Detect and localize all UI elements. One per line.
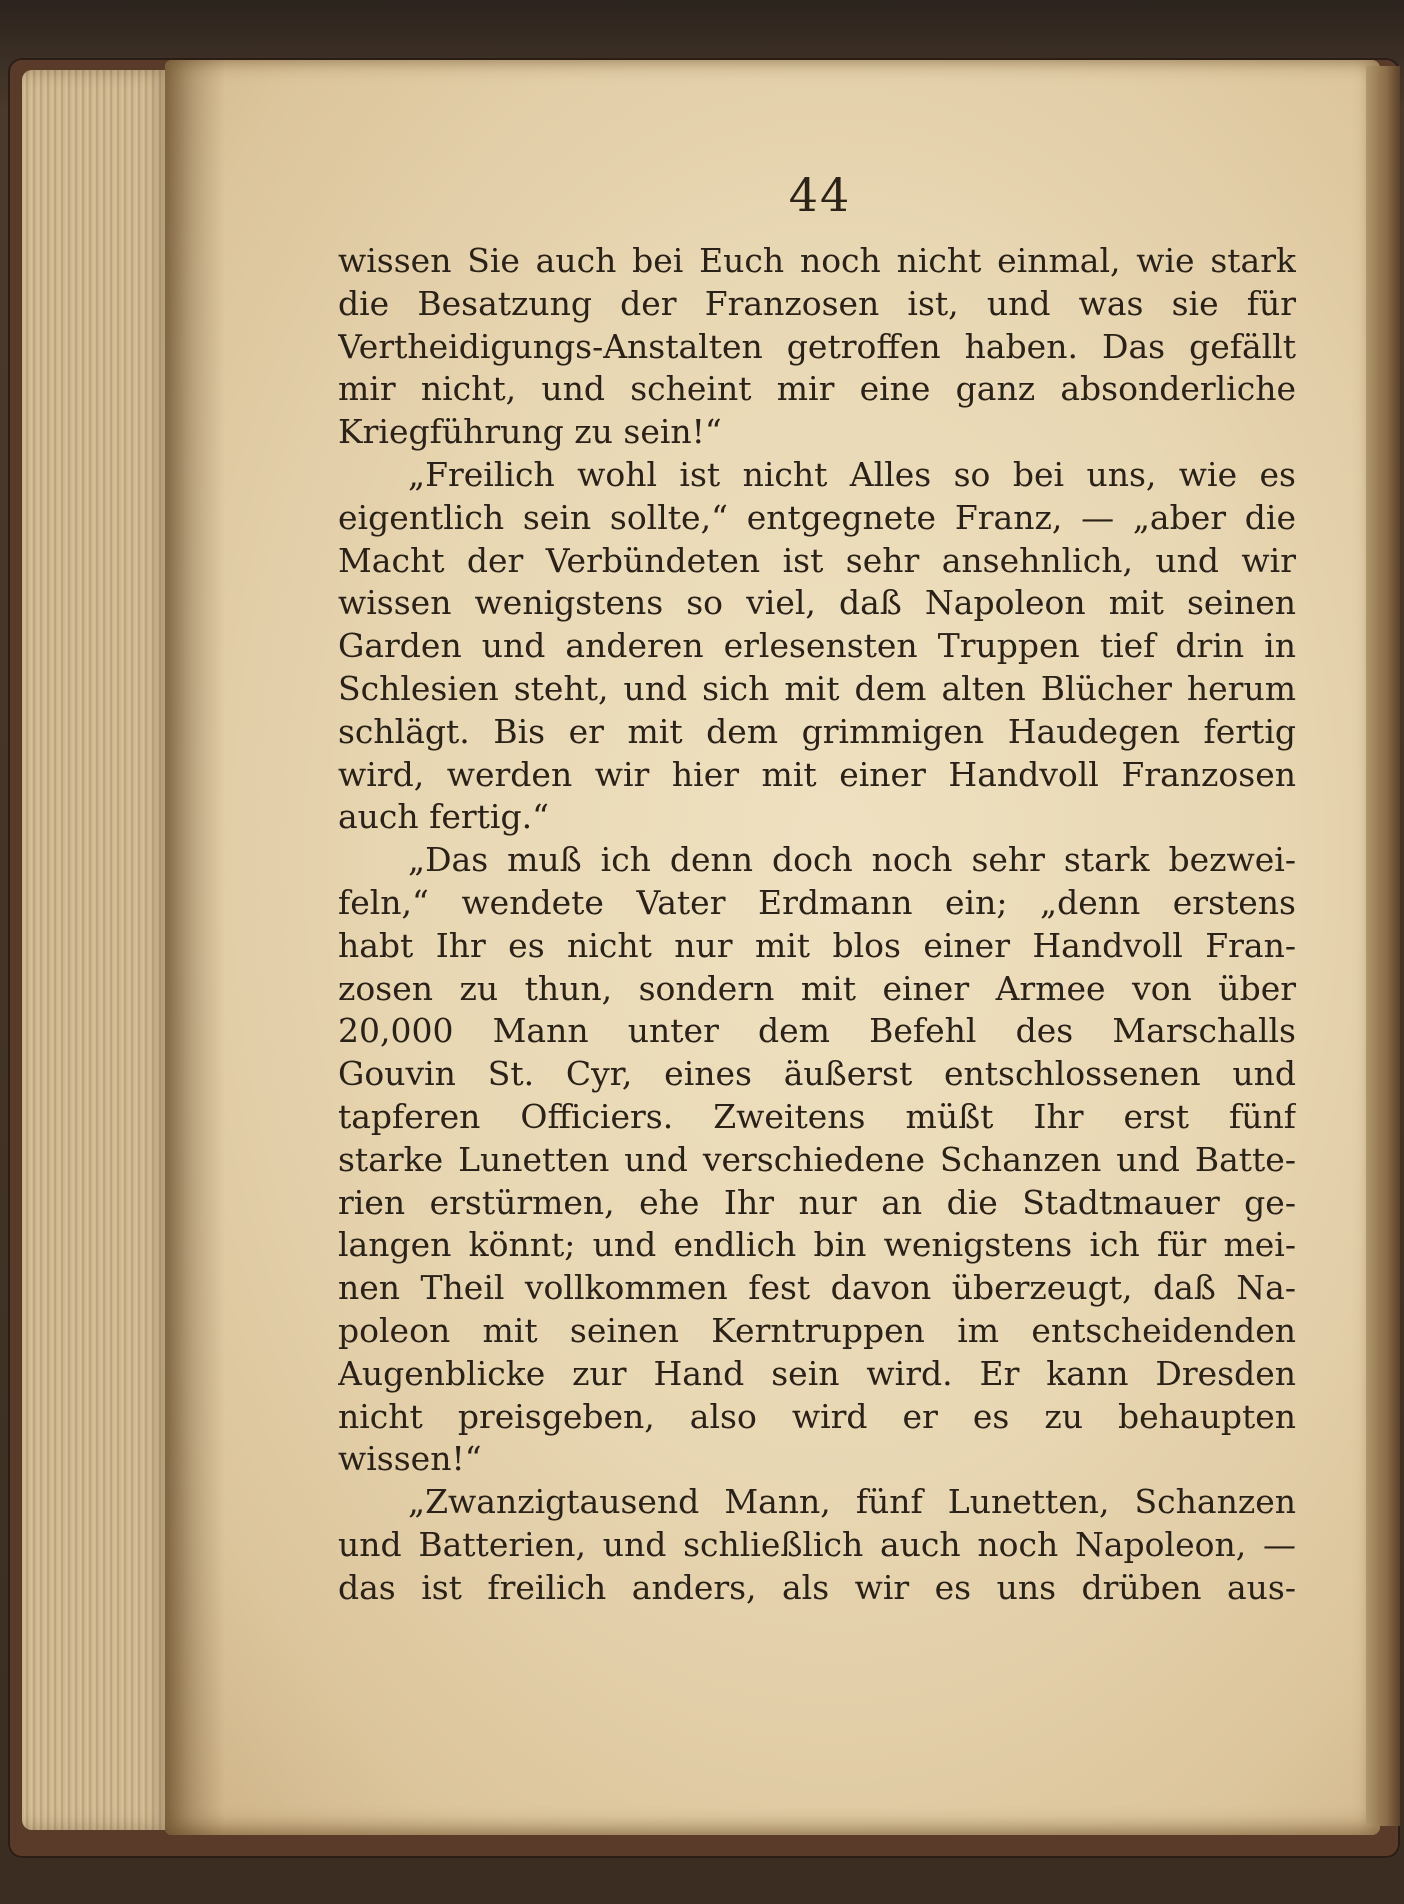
text-line: Garden und anderen erlesensten Truppen tief drin in bbox=[338, 626, 1296, 666]
text-line: „Freilich wohl ist nicht Alles so bei uns, wie es bbox=[408, 454, 1296, 494]
text-line: das ist freilich anders, als wir es uns drüben aus- bbox=[338, 1567, 1296, 1607]
text-line: poleon mit seinen Kerntruppen im entscheidenden bbox=[338, 1310, 1296, 1350]
body-text bbox=[338, 240, 1296, 1680]
gutter-shadow bbox=[165, 60, 225, 1835]
text-line: „Zwanzigtausend Mann, fünf Lunetten, Schanzen bbox=[408, 1482, 1296, 1522]
text-line: 20,000 Mann unter dem Befehl des Marschalls bbox=[338, 1011, 1296, 1051]
text-line: nicht preisgeben, also wird er es zu behaupten bbox=[338, 1396, 1296, 1436]
text-line: habt Ihr es nicht nur mit blos einer Handvoll Fran- bbox=[338, 925, 1296, 965]
text-line: mir nicht, und scheint mir eine ganz absonderliche bbox=[338, 369, 1296, 409]
text-line: zosen zu thun, sondern mit einer Armee von über bbox=[338, 968, 1296, 1008]
text-line: wissen!“ bbox=[338, 1439, 482, 1479]
text-line: „Das muß ich denn doch noch sehr stark bezwei- bbox=[408, 840, 1296, 880]
text-line: wird, werden wir hier mit einer Handvoll Franzosen bbox=[338, 754, 1296, 794]
page-stack-edges bbox=[22, 70, 172, 1830]
text-line: Vertheidigungs-Anstalten getroffen haben. Das gefällt bbox=[338, 326, 1296, 366]
text-line: Macht der Verbündeten ist sehr ansehnlich, und wir bbox=[338, 540, 1296, 580]
text-line: Gouvin St. Cyr, eines äußerst entschlossenen und bbox=[338, 1054, 1296, 1094]
text-line: wissen wenigstens so viel, daß Napoleon mit seinen bbox=[338, 583, 1296, 623]
text-line: die Besatzung der Franzosen ist, und was sie für bbox=[338, 283, 1296, 323]
text-line: rien erstürmen, ehe Ihr nur an die Stadtmauer ge- bbox=[338, 1182, 1296, 1222]
text-line: wissen Sie auch bei Euch noch nicht einmal, wie stark bbox=[338, 241, 1296, 280]
text-line: auch fertig.“ bbox=[338, 797, 549, 837]
text-line: schlägt. Bis er mit dem grimmigen Haudegen fertig bbox=[338, 711, 1296, 751]
text-line: tapferen Officiers. Zweitens müßt Ihr erst fünf bbox=[338, 1096, 1296, 1136]
text-line: und Batterien, und schließlich auch noch Napoleon, — bbox=[338, 1524, 1296, 1564]
text-line: eigentlich sein sollte,“ entgegnete Franz, — „aber die bbox=[338, 497, 1296, 537]
text-line: starke Lunetten und verschiedene Schanzen und Batte- bbox=[338, 1139, 1296, 1179]
right-page-edge bbox=[1366, 66, 1400, 1826]
text-line: langen könnt; und endlich bin wenigstens ich für mei- bbox=[338, 1225, 1296, 1265]
text-line: Augenblicke zur Hand sein wird. Er kann Dresden bbox=[338, 1353, 1296, 1393]
text-line: nen Theil vollkommen fest davon überzeugt, daß Na- bbox=[338, 1268, 1296, 1308]
text-line: Schlesien steht, und sich mit dem alten Blücher herum bbox=[338, 668, 1296, 708]
text-line: feln,“ wendete Vater Erdmann ein; „denn erstens bbox=[338, 882, 1296, 922]
text-line: Kriegführung zu sein!“ bbox=[338, 412, 722, 452]
page-number: 44 bbox=[788, 168, 852, 222]
